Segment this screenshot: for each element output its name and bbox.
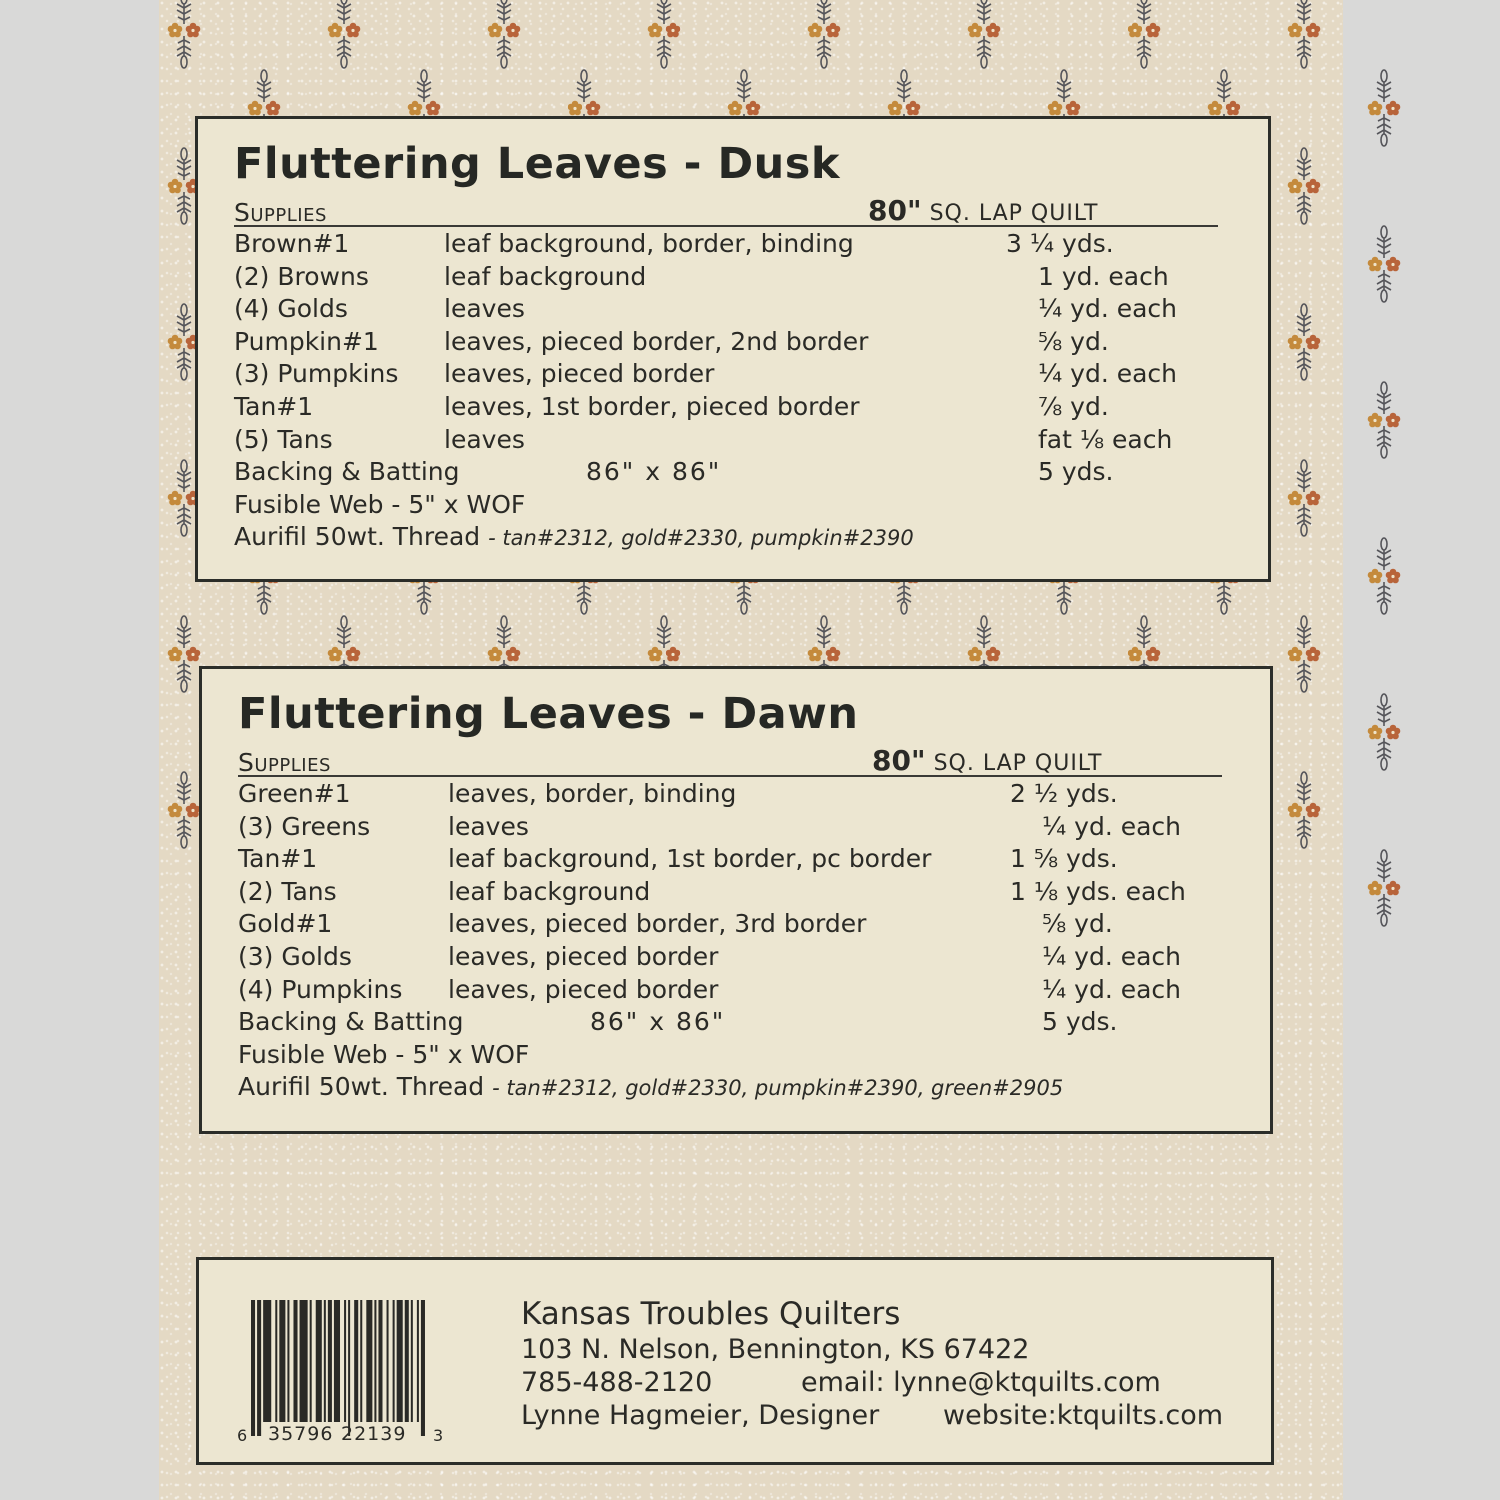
fabric-quantity: 2 ½ yds. xyxy=(1010,779,1118,808)
floral-motif-icon xyxy=(479,0,529,70)
dawn-supplies-list xyxy=(238,779,1238,1105)
backing-quantity: 5 yds. xyxy=(1038,457,1114,487)
floral-motif-icon xyxy=(799,0,849,70)
barcode-icon xyxy=(251,1300,427,1436)
fabric-name: Brown#1 xyxy=(234,229,350,258)
dawn-supplies-header xyxy=(238,744,1222,777)
fabric-name: Tan#1 xyxy=(238,844,318,874)
publisher-address: 103 N. Nelson, Bennington, KS 67422 xyxy=(521,1334,1030,1365)
floral-motif-icon xyxy=(159,0,209,70)
quilt-size-number: 80" xyxy=(868,194,922,227)
designer-name: Lynne Hagmeier, Designer xyxy=(521,1400,880,1431)
fabric-name: (4) Golds xyxy=(234,294,348,324)
supply-row xyxy=(234,262,1234,295)
fabric-quantity: 1 yd. each xyxy=(1038,261,1169,291)
fabric-name: Pumpkin#1 xyxy=(234,326,379,356)
fabric-use: leaves, pieced border xyxy=(448,941,719,971)
backing-label: Backing & Batting xyxy=(234,457,460,487)
dusk-title: Fluttering Leaves - Dusk xyxy=(234,139,840,189)
fabric-quantity: 3 ¼ yds. xyxy=(1006,229,1114,258)
thread-colors: - tan#2312, gold#2330, pumpkin#2390, green#2905 xyxy=(492,1076,1064,1101)
fabric-name: (2) Browns xyxy=(234,261,369,291)
fabric-quantity: fat ⅛ each xyxy=(1038,424,1173,454)
supplies-label: Supplies xyxy=(234,198,327,227)
barcode-check-digit: 3 xyxy=(433,1426,444,1445)
quilt-size xyxy=(868,194,1098,227)
supply-row xyxy=(238,942,1238,975)
floral-motif-icon xyxy=(1359,380,1409,460)
fabric-quantity: ¼ yd. each xyxy=(1042,974,1182,1004)
floral-motif-icon xyxy=(1359,224,1409,304)
fabric-quantity: ⅝ yd. xyxy=(1042,909,1113,939)
dawn-supplies-panel xyxy=(199,666,1273,1134)
fabric-quantity: 1 ⅝ yds. xyxy=(1010,844,1118,874)
fusible-row xyxy=(234,490,1234,523)
supply-row xyxy=(238,812,1238,845)
thread-row xyxy=(238,1072,1238,1105)
supply-row xyxy=(234,327,1234,360)
barcode-right-digits: 22139 xyxy=(341,1423,407,1445)
fabric-use: leaves, pieced border xyxy=(444,359,715,389)
supply-row xyxy=(234,425,1234,458)
supply-row xyxy=(234,229,1234,262)
backing-dimensions: 86" x 86" xyxy=(590,1007,726,1037)
fabric-use: leaves, pieced border, 3rd border xyxy=(448,909,867,939)
dawn-title: Fluttering Leaves - Dawn xyxy=(238,689,859,739)
fabric-name: (4) Pumpkins xyxy=(238,974,403,1004)
backing-dimensions: 86" x 86" xyxy=(586,457,722,487)
fusible-row xyxy=(238,1040,1238,1073)
floral-motif-icon xyxy=(959,0,1009,70)
fabric-use: leaves xyxy=(444,424,525,454)
thread-label: Aurifil 50wt. Thread xyxy=(234,522,481,552)
fabric-name: (2) Tans xyxy=(238,876,337,906)
thread-label: Aurifil 50wt. Thread xyxy=(238,1072,485,1102)
backing-row xyxy=(234,457,1234,490)
fabric-use: leaves, border, binding xyxy=(448,779,737,808)
floral-motif-icon xyxy=(1359,68,1409,148)
publisher-contact xyxy=(521,1296,1224,1432)
publisher-email: email: lynne@ktquilts.com xyxy=(801,1367,1161,1398)
fabric-name: (5) Tans xyxy=(234,424,333,454)
fabric-use: leaf background xyxy=(448,876,651,906)
supply-row xyxy=(238,909,1238,942)
floral-motif-icon xyxy=(1359,692,1409,772)
floral-motif-icon xyxy=(639,0,689,70)
supply-row xyxy=(238,975,1238,1008)
fabric-use: leaf background, border, binding xyxy=(444,229,854,258)
quilt-size xyxy=(872,744,1102,777)
floral-motif-icon xyxy=(1279,770,1329,850)
fusible-web: Fusible Web - 5" x WOF xyxy=(238,1039,530,1069)
fabric-quantity: ⅞ yd. xyxy=(1038,391,1109,421)
fabric-use: leaves xyxy=(448,811,529,841)
fabric-quantity: ¼ yd. each xyxy=(1042,811,1182,841)
supply-row xyxy=(234,392,1234,425)
supply-row xyxy=(238,779,1238,812)
supply-row xyxy=(238,877,1238,910)
fabric-name: Green#1 xyxy=(238,779,351,808)
fusible-web: Fusible Web - 5" x WOF xyxy=(234,489,526,519)
fabric-name: (3) Greens xyxy=(238,811,371,841)
fabric-name: Gold#1 xyxy=(238,909,333,939)
floral-motif-icon xyxy=(319,0,369,70)
quilt-size-label: SQ. LAP QUILT xyxy=(933,751,1103,776)
designer-line xyxy=(521,1399,1224,1432)
fabric-name: (3) Pumpkins xyxy=(234,359,399,389)
floral-motif-icon xyxy=(1279,0,1329,70)
dusk-supplies-header xyxy=(234,194,1218,227)
fabric-use: leaves, 1st border, pieced border xyxy=(444,391,860,421)
backing-row xyxy=(238,1007,1238,1040)
publisher-panel xyxy=(196,1257,1274,1465)
quilt-size-number: 80" xyxy=(872,744,926,777)
dusk-supplies-panel xyxy=(195,116,1271,582)
supply-row xyxy=(238,844,1238,877)
backing-quantity: 5 yds. xyxy=(1042,1007,1118,1037)
publisher-phone: 785-488-2120 xyxy=(521,1367,713,1398)
fabric-quantity: ¼ yd. each xyxy=(1038,359,1178,389)
publisher-website: website:ktquilts.com xyxy=(943,1400,1224,1431)
floral-motif-icon xyxy=(1279,146,1329,226)
fabric-quantity: ⅝ yd. xyxy=(1038,326,1109,356)
floral-motif-icon xyxy=(1279,614,1329,694)
quilt-size-label: SQ. LAP QUILT xyxy=(929,201,1099,226)
floral-motif-icon xyxy=(1119,0,1169,70)
fabric-use: leaf background xyxy=(444,261,647,291)
publisher-name: Kansas Troubles Quilters xyxy=(521,1296,901,1332)
supply-row xyxy=(234,294,1234,327)
fabric-name: (3) Golds xyxy=(238,941,352,971)
supply-row xyxy=(234,359,1234,392)
fabric-use: leaf background, 1st border, pc border xyxy=(448,844,932,874)
contact-line xyxy=(521,1366,1161,1399)
floral-motif-icon xyxy=(1279,458,1329,538)
dusk-supplies-list xyxy=(234,229,1234,555)
floral-motif-icon xyxy=(1279,302,1329,382)
backing-label: Backing & Batting xyxy=(238,1007,464,1037)
supplies-label: Supplies xyxy=(238,748,331,777)
fabric-quantity: ¼ yd. each xyxy=(1038,294,1178,324)
floral-motif-icon xyxy=(1359,848,1409,928)
fabric-use: leaves, pieced border, 2nd border xyxy=(444,326,869,356)
thread-row xyxy=(234,522,1234,555)
fabric-name: Tan#1 xyxy=(234,391,314,421)
fabric-use: leaves xyxy=(444,294,525,324)
floral-motif-icon xyxy=(1359,536,1409,616)
fabric-use: leaves, pieced border xyxy=(448,974,719,1004)
fabric-quantity: ¼ yd. each xyxy=(1042,941,1182,971)
barcode-left-digits: 35796 xyxy=(268,1423,334,1445)
fabric-quantity: 1 ⅛ yds. each xyxy=(1010,876,1186,906)
thread-colors: - tan#2312, gold#2330, pumpkin#2390 xyxy=(488,526,914,551)
barcode-lead-digit: 6 xyxy=(237,1426,248,1445)
